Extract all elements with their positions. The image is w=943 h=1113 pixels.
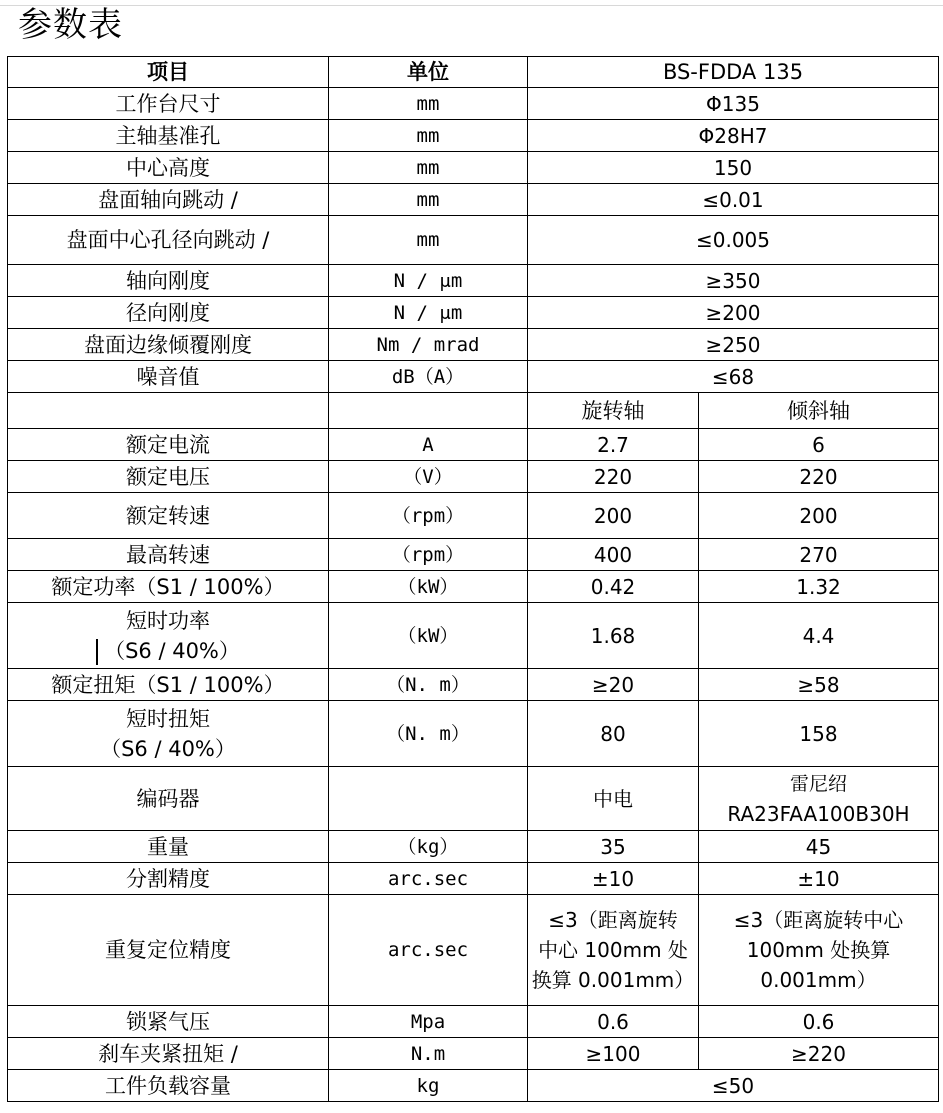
table-row	[8, 603, 939, 669]
row-item-line1: 短时功率	[126, 608, 210, 633]
row-rotary-line2: 中心 100mm 处	[538, 938, 688, 962]
row-item: 额定转速	[8, 493, 329, 539]
axis-header-rotary: 旋转轴	[528, 393, 699, 429]
row-tilt: 0.6	[699, 1006, 939, 1038]
row-unit: mm	[329, 120, 528, 152]
row-rotary: 0.6	[528, 1006, 699, 1038]
table-row	[8, 329, 939, 361]
row-tilt-line3: 0.001mm）	[760, 968, 877, 992]
row-tilt: 1.32	[699, 571, 939, 603]
row-rotary: 1.68	[528, 603, 699, 669]
row-unit: mm	[329, 152, 528, 184]
table-row	[8, 571, 939, 603]
row-item: 分割精度	[8, 863, 329, 895]
row-unit: （rpm）	[329, 493, 528, 539]
encoder-model: RA23FAA100B30H	[727, 801, 910, 826]
row-unit: （kW）	[329, 603, 528, 669]
row-item: 轴向刚度	[8, 265, 329, 297]
row-tilt: 4.4	[699, 603, 939, 669]
row-rotary: ±10	[528, 863, 699, 895]
row-rotary: 200	[528, 493, 699, 539]
row-value: ≥350	[528, 265, 939, 297]
row-unit: arc.sec	[329, 863, 528, 895]
table-row	[8, 539, 939, 571]
row-value: ≤68	[528, 361, 939, 393]
row-unit: Mpa	[329, 1006, 528, 1038]
row-value: Φ135	[528, 88, 939, 120]
row-unit: （N. m）	[329, 669, 528, 701]
row-rotary: ≥100	[528, 1038, 699, 1070]
row-item: 径向刚度	[8, 297, 329, 329]
row-item: 额定功率（S1 / 100%）	[8, 571, 329, 603]
row-rotary-line1: ≤3（距离旋转	[548, 908, 678, 932]
table-row	[8, 265, 939, 297]
header-item: 项目	[8, 57, 329, 88]
row-item: 噪音值	[8, 361, 329, 393]
row-item-line1: 短时扭矩	[126, 706, 210, 731]
row-unit: （rpm）	[329, 539, 528, 571]
table-row	[8, 216, 939, 265]
table-row	[8, 863, 939, 895]
row-unit: dB（A）	[329, 361, 528, 393]
encoder-brand: 雷尼绍	[789, 772, 847, 795]
row-item: 刹车夹紧扭矩 /	[8, 1038, 329, 1070]
table-row	[8, 429, 939, 461]
row-tilt: ≥58	[699, 669, 939, 701]
row-item	[8, 701, 329, 767]
top-rule	[0, 5, 943, 6]
blank-cell	[8, 393, 329, 429]
blank-cell	[329, 393, 528, 429]
row-unit: （kW）	[329, 571, 528, 603]
row-unit: （N. m）	[329, 701, 528, 767]
table-row	[8, 88, 939, 120]
row-item: 重量	[8, 831, 329, 863]
row-unit: mm	[329, 216, 528, 265]
table-row	[8, 1006, 939, 1038]
row-rotary: 2.7	[528, 429, 699, 461]
row-unit: N.m	[329, 1038, 528, 1070]
table-row	[8, 831, 939, 863]
row-value: ≥200	[528, 297, 939, 329]
table-row	[8, 701, 939, 767]
table-row	[8, 120, 939, 152]
row-tilt: 270	[699, 539, 939, 571]
row-rotary: 400	[528, 539, 699, 571]
table-row	[8, 297, 939, 329]
table-row	[8, 152, 939, 184]
row-tilt: 200	[699, 493, 939, 539]
row-tilt-line2: 100mm 处换算	[746, 938, 891, 962]
parameter-table	[7, 56, 939, 1102]
header-model: BS-FDDA 135	[528, 57, 939, 88]
row-unit: arc.sec	[329, 895, 528, 1006]
cursor-mark	[96, 639, 98, 665]
row-unit: kg	[329, 1070, 528, 1102]
row-item: 额定电流	[8, 429, 329, 461]
table-header-row	[8, 57, 939, 88]
row-unit: N / μm	[329, 297, 528, 329]
row-tilt	[699, 895, 939, 1006]
row-item: 盘面中心孔径向跳动 /	[8, 216, 329, 265]
row-tilt: 158	[699, 701, 939, 767]
row-item: 额定扭矩（S1 / 100%）	[8, 669, 329, 701]
row-item: 工作台尺寸	[8, 88, 329, 120]
row-item: 工件负载容量	[8, 1070, 329, 1102]
table-row	[8, 184, 939, 216]
row-tilt: 220	[699, 461, 939, 493]
row-value: 150	[528, 152, 939, 184]
row-item-line2: （S6 / 40%）	[100, 736, 236, 761]
row-item: 锁紧气压	[8, 1006, 329, 1038]
row-unit: mm	[329, 184, 528, 216]
row-value: ≤0.005	[528, 216, 939, 265]
row-rotary: 35	[528, 831, 699, 863]
row-value: Φ28H7	[528, 120, 939, 152]
row-rotary: 0.42	[528, 571, 699, 603]
row-unit	[329, 767, 528, 831]
row-value: ≤50	[528, 1070, 939, 1102]
row-unit: mm	[329, 88, 528, 120]
row-value: ≤0.01	[528, 184, 939, 216]
table-row	[8, 461, 939, 493]
table-row	[8, 1038, 939, 1070]
row-item	[8, 603, 329, 669]
table-row	[8, 493, 939, 539]
row-item: 盘面轴向跳动 /	[8, 184, 329, 216]
row-item: 重复定位精度	[8, 895, 329, 1006]
axis-header-tilt: 倾斜轴	[699, 393, 939, 429]
header-unit: 单位	[329, 57, 528, 88]
row-item: 盘面边缘倾覆刚度	[8, 329, 329, 361]
row-unit: （kg）	[329, 831, 528, 863]
row-rotary: 220	[528, 461, 699, 493]
row-unit: N / μm	[329, 265, 528, 297]
row-rotary: ≥20	[528, 669, 699, 701]
row-item-line2: （S6 / 40%）	[104, 638, 240, 663]
row-rotary-line3: 换算 0.001mm）	[531, 968, 695, 992]
row-rotary: 80	[528, 701, 699, 767]
row-tilt: 45	[699, 831, 939, 863]
row-tilt: 6	[699, 429, 939, 461]
row-tilt: ≥220	[699, 1038, 939, 1070]
table-row	[8, 361, 939, 393]
row-tilt	[699, 767, 939, 831]
row-unit: （V）	[329, 461, 528, 493]
row-item: 主轴基准孔	[8, 120, 329, 152]
row-item: 中心高度	[8, 152, 329, 184]
row-item-line2-wrap	[10, 636, 326, 666]
row-item: 最高转速	[8, 539, 329, 571]
row-unit: Nm / mrad	[329, 329, 528, 361]
axis-header-row	[8, 393, 939, 429]
table-row	[8, 895, 939, 1006]
page-title: 参数表	[18, 5, 123, 45]
row-item: 额定电压	[8, 461, 329, 493]
row-value: ≥250	[528, 329, 939, 361]
row-rotary	[528, 895, 699, 1006]
table-row	[8, 1070, 939, 1102]
table-row	[8, 767, 939, 831]
row-tilt: ±10	[699, 863, 939, 895]
row-unit: A	[329, 429, 528, 461]
row-item: 编码器	[8, 767, 329, 831]
row-tilt-line1: ≤3（距离旋转中心	[733, 908, 904, 932]
table-row	[8, 669, 939, 701]
row-rotary: 中电	[528, 767, 699, 831]
